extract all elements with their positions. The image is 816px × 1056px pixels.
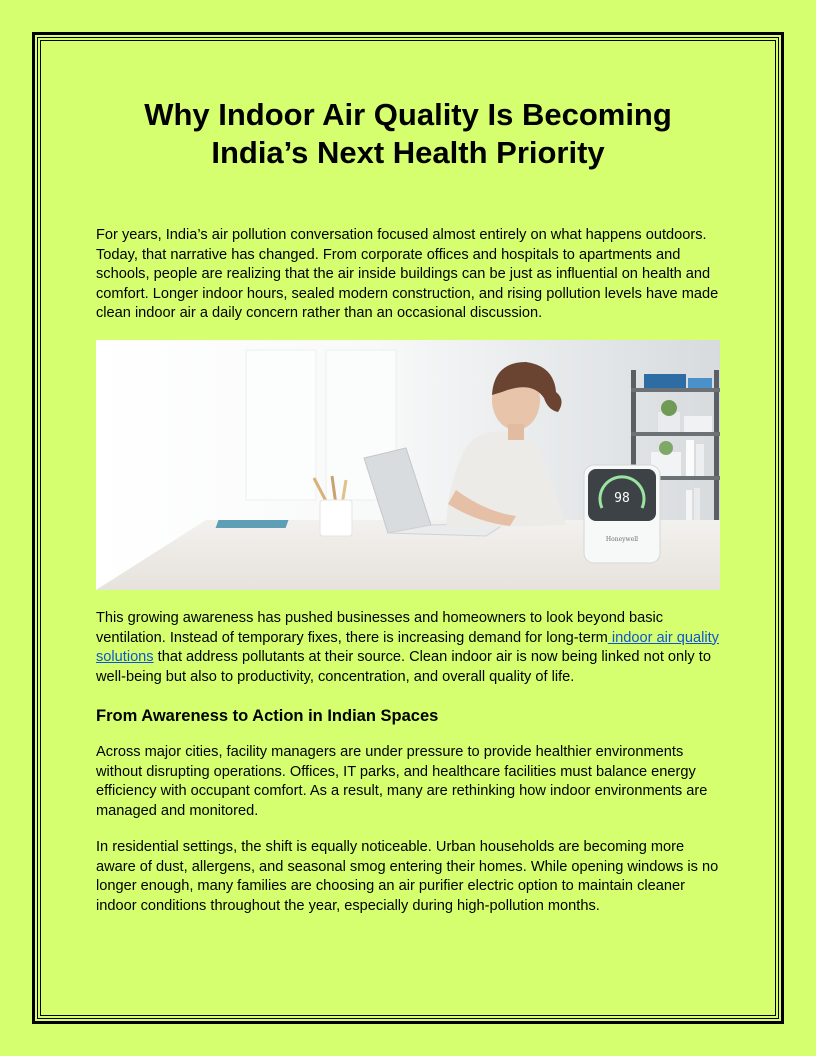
hero-image [96,340,720,590]
awareness-text-end: that address pollutants at their source. Clean indoor air is now being linked not only to well-being but also to productivity, concentration, and overall quality of life. [96,649,711,685]
intro-paragraph: For years, India’s air pollution conversation focused almost entirely on what happens outdoors. Today, that narrative has changed. From corporate offices and hospitals to apartments and schools, people are realizing that the air inside buildings can be just as influential on health and comfort. Longer indoor hours, sealed modern construction, and rising pollution levels have made clean indoor air a daily concern rather than an occasional discussion. [96,227,719,321]
page-title: Why Indoor Air Quality Is Becoming India’s Next Health Priority [144,97,672,170]
monitor-reading: 98 [614,491,630,506]
document-content [96,96,720,914]
office-scene-illustration [96,340,720,590]
section-heading: From Awareness to Action in Indian Spaces [96,707,439,725]
cities-paragraph: Across major cities, facility managers are under pressure to provide healthier environments without disrupting operations. Offices, IT parks, and healthcare facilities must balance energy efficiency with occupant comfort. As a result, many are rethinking how indoor environments are managed and monitored. [96,744,708,819]
air-quality-monitor [584,465,660,563]
awareness-paragraph [96,609,720,687]
indoor-air-quality-link[interactable]: indoor air quality solutions [96,629,719,665]
monitor-brand: Honeywell [605,536,639,543]
residential-paragraph: In residential settings, the shift is equally noticeable. Urban households are becoming more aware of dust, allergens, and seasonal smog entering their homes. While opening windows is no longer enough, many families are choosing an air purifier electric option to maintain cleaner indoor conditions throughout the year, especially during high-pollution months. [96,839,719,914]
awareness-text-start: This growing awareness has pushed businesses and homeowners to look beyond basic ventilation. Instead of temporary fixes, there is increasing demand for long-term [96,610,664,646]
